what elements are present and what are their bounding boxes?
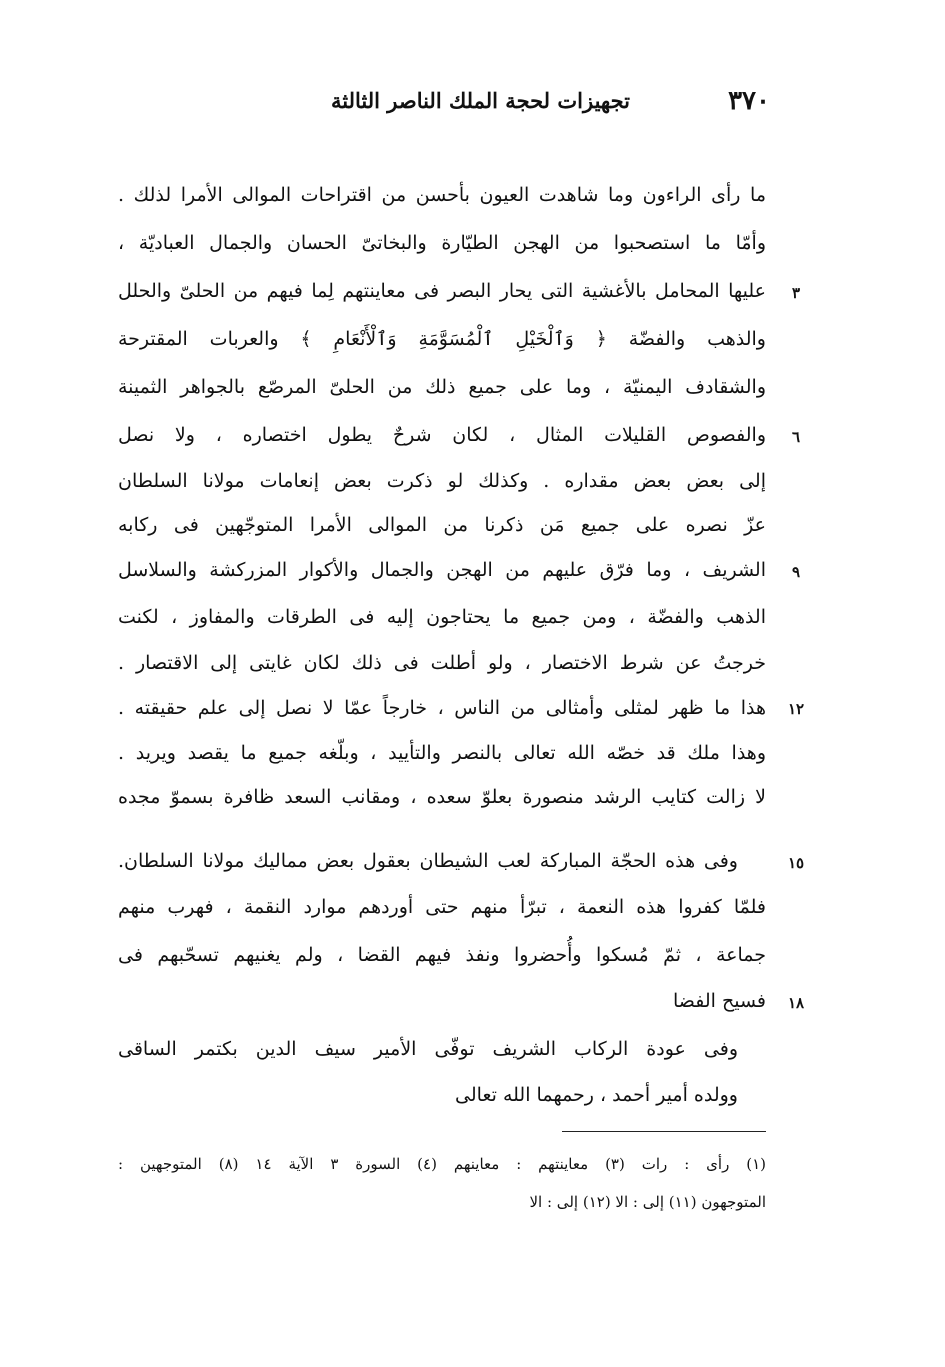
text-line: وولده أمير أحمد ، رحمهما الله تعالى	[455, 1084, 738, 1106]
text-line: فسيح الفضا	[672, 990, 766, 1012]
line-number: ٦	[791, 428, 801, 446]
text-line: والذهب والفضّة ﴿ وَٱلْخَيْلِ ٱلْمُسَوَّمَةِ وَٱلْأَنْعَامِ ﴾ والعربات المقترحة	[118, 328, 766, 350]
line-number: ١٨	[787, 994, 805, 1012]
line-number: ١٢	[787, 700, 805, 718]
header-title: تجهيزات لحجة الملك الناصر الثالثة	[331, 88, 630, 113]
text-line: عليها المحامل بالأغشية التى يحار البصر فى معاينتهم لِما فيهم من الحلىّ والحلل	[118, 280, 766, 302]
text-line: وفى هذه الحجّة المباركة لعب الشيطان بعقول بعض مماليك مولانا السلطان.	[118, 850, 738, 872]
line-number: ٩	[791, 563, 801, 581]
text-line: فلمّا كفروا هذه النعمة ، تبرّأ منهم حتى أوردهم موارد النقمة ، فهرب منهم	[118, 896, 766, 918]
footnote-line: (١) رأى : رات (٣) معاينتهم : معاينهم (٤) السورة ٣ الآية ١٤ (٨) المتوجهين :	[118, 1155, 767, 1173]
text-line: وأمّا ما استصحبوا من الهجن الطيّارة والبخاتىّ الحسان والجمال العباديّة ،	[118, 232, 766, 254]
text-line: ما رأى الراءون وما شاهدت العيون بأحسن من اقتراحات الموالى الأمرا لذلك .	[118, 184, 766, 206]
text-line: هذا ما ظهر لمثلى وأمثالى من الناس ، خارجاً عمّا لا نصل إلى علم حقيقته .	[118, 697, 766, 719]
text-line: والفصوص القليلات المثال ، لكان شرحٌ يطول اختصاره ، ولا نصل	[118, 424, 766, 446]
text-line: الشريف ، وما فرّق عليهم من الهجن والجمال والأكوار المزركشة والسلاسل	[118, 559, 766, 581]
text-line: الذهب والفضّة ، ومن جميع ما يحتاجون إليه فى الطرقات والمفاوز ، لكنت	[118, 606, 766, 628]
line-number: ٣	[791, 284, 801, 302]
footnote-divider	[562, 1131, 766, 1132]
text-line: وفى عودة الركاب الشريف توفّى الأمير سيف الدين بكتمر الساقى	[118, 1038, 738, 1060]
page-number: ٣٧٠	[728, 86, 770, 116]
text-line: إلى بعض بعض مقداره . وكذلك لو ذكرت بعض إنعامات مولانا السلطان	[118, 470, 766, 492]
text-line: وهذا ملك قد خصّه الله تعالى بالنصر والتأييد ، وبلّغه جميع ما يقصد ويريد .	[118, 742, 766, 764]
text-line: جماعة ، ثمّ مُسكوا وأُحضروا ونفذ فيهم القضا ، ولم يغنيهم تسحّبهم فى	[118, 944, 766, 966]
text-line: والشقادف اليمنيّة ، وما على جميع ذلك من الحلىّ المرصّع بالجواهر الثمينة	[118, 376, 766, 398]
text-line: عزّ نصره على جميع مَن ذكرنا من الموالى الأمرا المتوجّهين فى ركابه	[118, 514, 766, 536]
text-line: خرجتُ عن شرط الاختصار ، ولو أطلت فى ذلك لكان غايتى إلى الاقتصار .	[118, 652, 766, 674]
line-number: ١٥	[787, 854, 805, 872]
text-line: لا زالت كتايب الرشد منصورة بعلوّ سعده ، ومقانب السعد ظافرة بسموّ مجده	[118, 786, 766, 808]
running-header	[300, 88, 780, 124]
footnote-line: المتوجهون (١١) إلى : الا (١٢) إلى : الا	[529, 1193, 766, 1211]
